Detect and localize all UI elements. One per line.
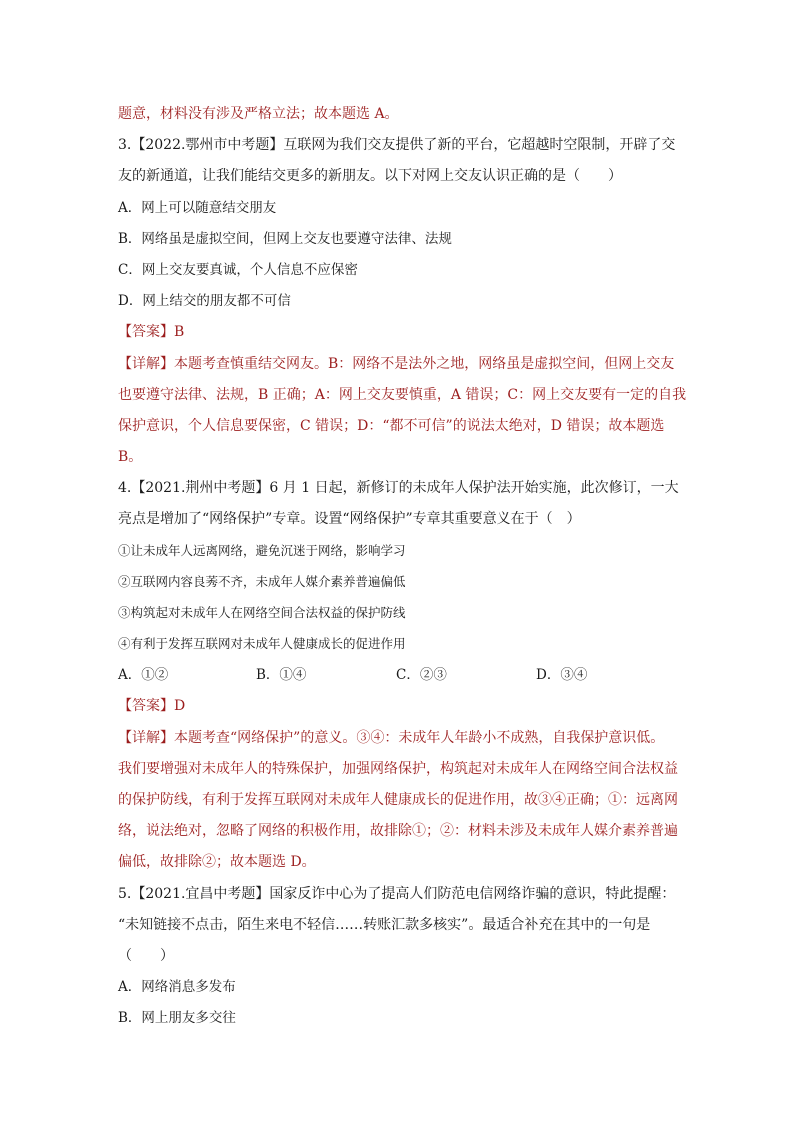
question-4-explanation-line5: 偏低，故排除②；故本题选 D。 <box>118 854 316 870</box>
question-4-statement-4: ④有利于发挥互联网对未成年人健康成长的促进作用 <box>118 636 406 651</box>
question-4-statement-3: ③构筑起对未成年人在网络空间合法权益的保护防线 <box>118 605 406 620</box>
question-3-option-c: C．网上交友要真诚，个人信息不应保密 <box>118 262 358 278</box>
question-4-explanation-line1: 【详解】本题考查“网络保护”的意义。③④：未成年人年龄小不成熟，自我保护意识低。 <box>118 730 665 746</box>
question-4-option-d: D．③④ <box>536 667 588 683</box>
question-4-statement-2: ②互联网内容良莠不齐，未成年人媒介素养普遍偏低 <box>118 574 406 589</box>
question-4-answer: 【答案】D <box>118 698 186 714</box>
question-4-option-c: C．②③ <box>396 667 447 683</box>
question-4-option-a: A．①② <box>118 667 169 683</box>
question-3-explanation-line2: 也要遵守法律、法规，B 正确；A：网上交友要慎重，A 错误；C：网上交友要有一定的自我 <box>118 387 687 403</box>
question-3-answer: 【答案】B <box>118 324 185 340</box>
question-5-stem-line2: “未知链接不点击，陌生来电不轻信……转账汇款多核实”。最适合补充在其中的一句是 <box>118 917 651 933</box>
question-3-stem-line2: 友的新通道，让我们能结交更多的新朋友。以下对网上交友认识正确的是（ ） <box>118 168 622 184</box>
question-3-stem-line1: 3.【2022.鄂州市中考题】互联网为我们交友提供了新的平台，它超越时空限制，开辟了交 <box>118 137 676 153</box>
question-5-option-b: B．网上朋友多交往 <box>118 1010 236 1026</box>
question-4-explanation-line4: 络，说法绝对，忽略了网络的积极作用，故排除①；②：材料未涉及未成年人媒介素养普遍 <box>118 823 678 839</box>
question-3-option-d: D．网上结交的朋友都不可信 <box>118 293 291 309</box>
question-5-stem-line1: 5.【2021.宜昌中考题】国家反诈中心为了提高人们防范电信网络诈骗的意识，特此提醒： <box>118 886 676 902</box>
question-4-statement-1: ①让未成年人远离网络，避免沉迷于网络，影响学习 <box>118 543 406 558</box>
question-3-explanation-line4: B。 <box>118 449 143 465</box>
question-5-stem-line3: （ ） <box>118 948 174 964</box>
prev-answer-tail: 题意，材料没有涉及严格立法；故本题选 A。 <box>118 106 399 122</box>
question-4-option-b: B．①④ <box>256 667 307 683</box>
question-3-option-b: B．网络虽是虚拟空间，但网上交友也要遵守法律、法规 <box>118 231 452 247</box>
question-4-stem-line1: 4.【2021.荆州中考题】6 月 1 日起，新修订的未成年人保护法开始实施，此次修订，一大 <box>118 480 679 496</box>
question-4-explanation-line2: 我们要增强对未成年人的特殊保护，加强网络保护，构筑起对未成年人在网络空间合法权益 <box>118 761 678 777</box>
question-4-stem-line2: 亮点是增加了“网络保护”专章。设置“网络保护”专章其重要意义在于（ ） <box>118 511 581 527</box>
question-5-option-a: A．网络消息多发布 <box>118 979 236 995</box>
question-4-explanation-line3: 的保护防线，有利于发挥互联网对未成年人健康成长的促进作用，故③④正确；①：远离网 <box>118 792 678 808</box>
question-3-explanation-line1: 【详解】本题考查慎重结交网友。B：网络不是法外之地，网络虽是虚拟空间，但网上交友 <box>118 356 675 372</box>
question-3-explanation-line3: 保护意识，个人信息要保密，C 错误；D：“都不可信”的说法太绝对，D 错误；故本题选 <box>118 418 665 434</box>
question-3-option-a: A．网上可以随意结交朋友 <box>118 200 277 216</box>
